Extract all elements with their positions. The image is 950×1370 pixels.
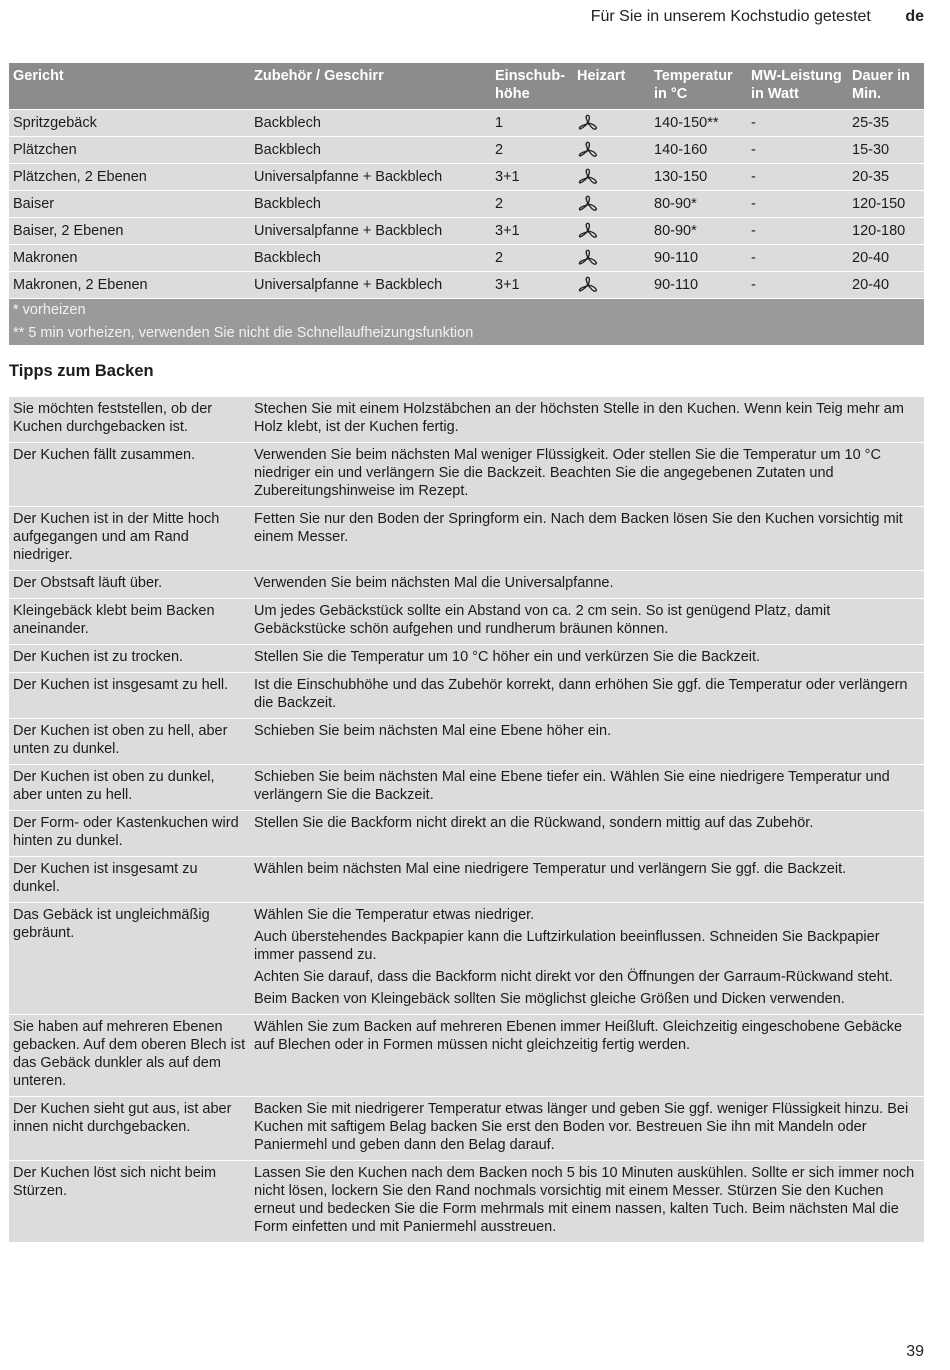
remedy-cell <box>250 1097 924 1161</box>
temperature-cell: 80-90* <box>650 218 747 245</box>
remedy-cell <box>250 673 924 719</box>
tip-row <box>9 507 924 571</box>
column-header: Heizart <box>573 63 650 110</box>
column-header: Zubehör / Geschirr <box>250 63 491 110</box>
tip-row <box>9 599 924 645</box>
footnote: * vorheizen <box>13 302 86 318</box>
tip-row <box>9 765 924 811</box>
remedy-text: Um jedes Gebäckstück sollte ein Abstand von ca. 2 cm sein. So ist genügend Platz, damit Gebäckstücke schön aufgehen und rundherum bräunen können. <box>254 603 831 637</box>
heating-cell <box>573 191 650 218</box>
dish-cell: Plätzchen, 2 Ebenen <box>9 164 250 191</box>
temperature-cell: 140-150** <box>650 110 747 137</box>
table-notes-row <box>9 299 924 346</box>
remedy-text: Verwenden Sie beim nächsten Mal weniger Flüssigkeit. Oder stellen Sie die Temperatur um 10 °C niedriger ein und verlängern Sie die Backzeit. Beachten Sie die angegebenen Zutaten und Zubereitungshinweise im Rezept. <box>254 447 881 499</box>
temperature-cell: 90-110 <box>650 245 747 272</box>
microwave-cell: - <box>747 137 848 164</box>
dish-cell: Baiser, 2 Ebenen <box>9 218 250 245</box>
remedy-cell <box>250 719 924 765</box>
table-row <box>9 164 924 191</box>
remedy-cell <box>250 397 924 443</box>
remedy-text: Stechen Sie mit einem Holzstäbchen an der höchsten Stelle in den Kuchen. Wenn kein Teig mehr am Holz klebt, ist der Kuchen fertig. <box>254 401 904 435</box>
problem-cell: Der Kuchen ist insgesamt zu dunkel. <box>9 857 250 903</box>
level-cell: 2 <box>491 245 573 272</box>
fan-icon <box>577 114 599 132</box>
fan-icon <box>577 141 599 159</box>
accessory-cell: Universalpfanne + Backblech <box>250 218 491 245</box>
fan-icon <box>577 222 599 240</box>
column-header: Temperatur in °C <box>650 63 747 110</box>
tip-row <box>9 1015 924 1097</box>
level-cell: 3+1 <box>491 164 573 191</box>
dish-cell: Spritzgebäck <box>9 110 250 137</box>
tip-row <box>9 857 924 903</box>
microwave-cell: - <box>747 218 848 245</box>
problem-cell: Der Kuchen fällt zusammen. <box>9 443 250 507</box>
dish-cell: Makronen, 2 Ebenen <box>9 272 250 299</box>
heating-cell <box>573 137 650 164</box>
duration-cell: 120-180 <box>848 218 924 245</box>
fan-icon <box>577 249 599 267</box>
remedy-text: Wählen beim nächsten Mal eine niedrigere Temperatur und verlängern Sie ggf. die Backzeit. <box>254 861 847 877</box>
remedy-text: Wählen Sie zum Backen auf mehreren Ebenen immer Heißluft. Gleichzeitig eingeschobene Gebäcke auf Blechen oder in Formen müssen nicht gleichzeitig fertig werden. <box>254 1019 903 1053</box>
problem-cell: Sie möchten feststellen, ob der Kuchen durchgebacken ist. <box>9 397 250 443</box>
remedy-cell <box>250 645 924 673</box>
tip-row <box>9 645 924 673</box>
table-row <box>9 110 924 137</box>
level-cell: 1 <box>491 110 573 137</box>
heating-cell <box>573 110 650 137</box>
footnotes <box>9 299 924 346</box>
remedy-cell <box>250 443 924 507</box>
accessory-cell: Backblech <box>250 245 491 272</box>
table-row <box>9 137 924 164</box>
problem-cell: Der Obstsaft läuft über. <box>9 571 250 599</box>
problem-cell: Das Gebäck ist ungleichmäßig gebräunt. <box>9 903 250 1015</box>
dish-cell: Baiser <box>9 191 250 218</box>
remedy-text: Auch überstehendes Backpapier kann die Luftzirkulation beeinflussen. Schneiden Sie Backpapier immer passend zu. <box>254 929 880 963</box>
tip-row <box>9 903 924 1015</box>
tip-row <box>9 1097 924 1161</box>
microwave-cell: - <box>747 164 848 191</box>
tip-row <box>9 719 924 765</box>
footnote: ** 5 min vorheizen, verwenden Sie nicht die Schnellaufheizungsfunktion <box>13 325 474 341</box>
heating-cell <box>573 245 650 272</box>
duration-cell: 20-40 <box>848 272 924 299</box>
microwave-cell: - <box>747 191 848 218</box>
remedy-text: Schieben Sie beim nächsten Mal eine Ebene höher ein. <box>254 723 612 739</box>
problem-cell: Der Form- oder Kastenkuchen wird hinten zu dunkel. <box>9 811 250 857</box>
remedy-text: Achten Sie darauf, dass die Backform nicht direkt vor den Öffnungen der Garraum-Rückwand steht. <box>254 969 893 985</box>
problem-cell: Der Kuchen ist zu trocken. <box>9 645 250 673</box>
table-row <box>9 218 924 245</box>
problem-cell: Kleingebäck klebt beim Backen aneinander. <box>9 599 250 645</box>
remedy-text: Ist die Einschubhöhe und das Zubehör korrekt, dann erhöhen Sie ggf. die Temperatur oder verlängern die Backzeit. <box>254 677 908 711</box>
remedy-text: Beim Backen von Kleingebäck sollten Sie möglichst gleiche Größen und Dicken verwenden. <box>254 991 845 1007</box>
accessory-cell: Backblech <box>250 137 491 164</box>
remedy-text: Backen Sie mit niedrigerer Temperatur etwas länger und geben Sie ggf. weniger Flüssigkeit hinzu. Bei Kuchen mit saftigem Belag backen Sie erst den Boden vor. Bestreuen Sie ihn mit Mandeln oder Paniermehl und geben dann den Belag darauf. <box>254 1101 909 1153</box>
accessory-cell: Backblech <box>250 110 491 137</box>
problem-cell: Der Kuchen sieht gut aus, ist aber innen nicht durchgebacken. <box>9 1097 250 1161</box>
duration-cell: 120-150 <box>848 191 924 218</box>
table-row <box>9 191 924 218</box>
tip-row <box>9 1161 924 1243</box>
microwave-cell: - <box>747 245 848 272</box>
remedy-text: Stellen Sie die Temperatur um 10 °C höher ein und verkürzen Sie die Backzeit. <box>254 649 761 665</box>
column-header: Dauer in Min. <box>848 63 924 110</box>
baking-table <box>9 63 924 345</box>
tip-row <box>9 443 924 507</box>
level-cell: 3+1 <box>491 218 573 245</box>
heating-cell <box>573 164 650 191</box>
tip-row <box>9 811 924 857</box>
remedy-cell <box>250 1161 924 1243</box>
table-row <box>9 245 924 272</box>
remedy-cell <box>250 903 924 1015</box>
temperature-cell: 90-110 <box>650 272 747 299</box>
level-cell: 2 <box>491 137 573 164</box>
problem-cell: Der Kuchen ist in der Mitte hoch aufgegangen und am Rand niedriger. <box>9 507 250 571</box>
heating-cell <box>573 218 650 245</box>
temperature-cell: 140-160 <box>650 137 747 164</box>
remedy-cell <box>250 857 924 903</box>
column-header: MW-Leistung in Watt <box>747 63 848 110</box>
header-title: Für Sie in unserem Kochstudio getestet <box>590 8 871 25</box>
tip-row <box>9 397 924 443</box>
temperature-cell: 80-90* <box>650 191 747 218</box>
page-header <box>0 8 924 26</box>
duration-cell: 15-30 <box>848 137 924 164</box>
accessory-cell: Universalpfanne + Backblech <box>250 164 491 191</box>
remedy-text: Lassen Sie den Kuchen nach dem Backen noch 5 bis 10 Minuten auskühlen. Sollte er sich immer noch nicht lösen, lockern Sie den Rand nochmals vorsichtig mit einem Messer. Stürzen Sie den Kuchen erneut und bedecken Sie die Form mehrmals mit einem nassen, kalten Tuch. Beim nächsten Mal die Form einfetten und mit Paniermehl ausstreuen. <box>254 1165 915 1235</box>
tips-section-title: Tipps zum Backen <box>9 362 154 380</box>
duration-cell: 20-35 <box>848 164 924 191</box>
remedy-cell <box>250 811 924 857</box>
duration-cell: 20-40 <box>848 245 924 272</box>
table-header-row <box>9 63 924 110</box>
dish-cell: Plätzchen <box>9 137 250 164</box>
fan-icon <box>577 276 599 294</box>
problem-cell: Der Kuchen löst sich nicht beim Stürzen. <box>9 1161 250 1243</box>
remedy-text: Wählen Sie die Temperatur etwas niedriger. <box>254 907 535 923</box>
problem-cell: Der Kuchen ist oben zu hell, aber unten zu dunkel. <box>9 719 250 765</box>
microwave-cell: - <box>747 110 848 137</box>
language-tag: de <box>905 8 924 25</box>
heating-cell <box>573 272 650 299</box>
temperature-cell: 130-150 <box>650 164 747 191</box>
remedy-cell <box>250 1015 924 1097</box>
fan-icon <box>577 195 599 213</box>
column-header: Einschub- höhe <box>491 63 573 110</box>
problem-cell: Der Kuchen ist insgesamt zu hell. <box>9 673 250 719</box>
remedy-text: Stellen Sie die Backform nicht direkt an die Rückwand, sondern mittig auf das Zubehör. <box>254 815 814 831</box>
remedy-cell <box>250 571 924 599</box>
remedy-text: Fetten Sie nur den Boden der Springform ein. Nach dem Backen lösen Sie den Kuchen vorsichtig mit einem Messer. <box>254 511 903 545</box>
problem-cell: Der Kuchen ist oben zu dunkel, aber unten zu hell. <box>9 765 250 811</box>
remedy-cell <box>250 507 924 571</box>
tip-row <box>9 571 924 599</box>
fan-icon <box>577 168 599 186</box>
remedy-text: Verwenden Sie beim nächsten Mal die Universalpfanne. <box>254 575 614 591</box>
remedy-cell <box>250 599 924 645</box>
accessory-cell: Backblech <box>250 191 491 218</box>
microwave-cell: - <box>747 272 848 299</box>
remedy-text: Schieben Sie beim nächsten Mal eine Ebene tiefer ein. Wählen Sie eine niedrigere Temperatur und verlängern Sie die Backzeit. <box>254 769 890 803</box>
duration-cell: 25-35 <box>848 110 924 137</box>
tips-table <box>9 396 924 1242</box>
tip-row <box>9 673 924 719</box>
level-cell: 3+1 <box>491 272 573 299</box>
accessory-cell: Universalpfanne + Backblech <box>250 272 491 299</box>
remedy-cell <box>250 765 924 811</box>
dish-cell: Makronen <box>9 245 250 272</box>
column-header: Gericht <box>9 63 250 110</box>
table-row <box>9 272 924 299</box>
problem-cell: Sie haben auf mehreren Ebenen gebacken. Auf dem oberen Blech ist das Gebäck dunkler als auf dem unteren. <box>9 1015 250 1097</box>
page-number: 39 <box>906 1343 924 1360</box>
level-cell: 2 <box>491 191 573 218</box>
